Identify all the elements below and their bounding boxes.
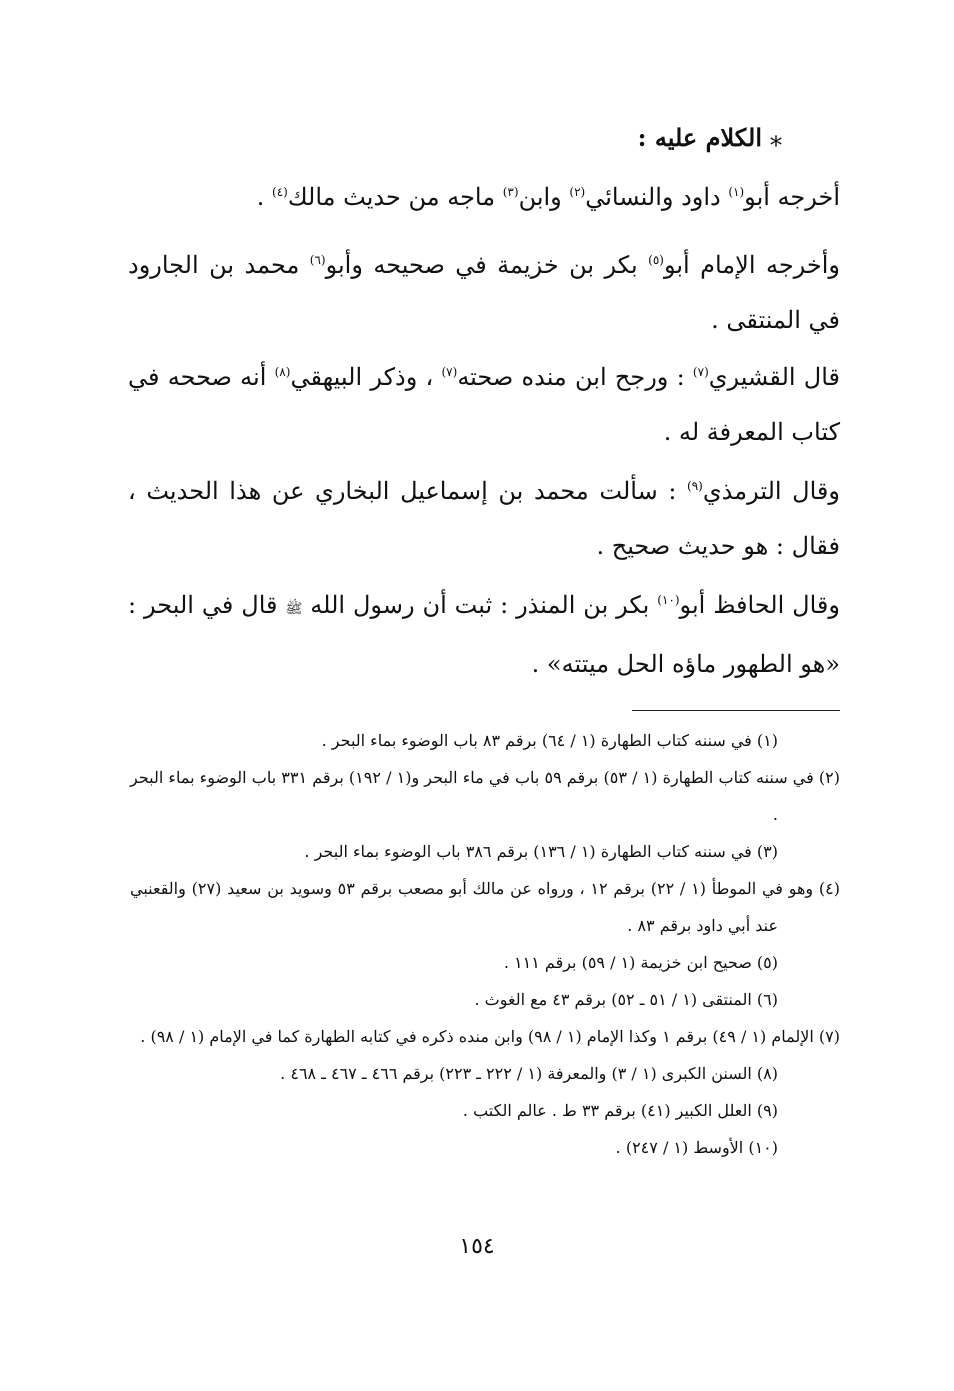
- text-segment: : سألت محمد بن إسماعيل البخاري عن هذا الحديث ، فقال : هو حديث صحيح .: [128, 477, 840, 560]
- text-segment: أنه صححه في كتاب المعرفة له .: [128, 363, 840, 446]
- footnote-3: (٣) في سننه كتاب الطهارة (١ / ١٣٦) برقم ٣٨٦ باب الوضوء بماء البحر .: [304, 842, 778, 861]
- salawat-glyph: ﷺ: [285, 601, 303, 617]
- footnote-ref-7[interactable]: (٧): [692, 365, 709, 379]
- footnote-separator: [632, 710, 840, 711]
- text-segment: قال في البحر : «هو الطهور ماؤه الحل ميتته» .: [128, 591, 840, 678]
- text-segment: وأخرجه الإمام أبو: [663, 251, 840, 279]
- footnote-ref-9[interactable]: (٩): [687, 479, 703, 493]
- paragraph-1: [128, 170, 840, 225]
- main-text: [128, 350, 840, 460]
- text-segment: ، وذكر البيهقي: [290, 363, 442, 391]
- paragraph-5: [128, 578, 840, 692]
- paragraph-4: [128, 464, 840, 574]
- footnote-ref-10[interactable]: (١٠): [657, 593, 680, 607]
- main-text: [128, 170, 840, 225]
- asterism-marker: ⁎: [770, 124, 782, 152]
- main-text: [128, 238, 840, 348]
- footnote-8: (٨) السنن الكبرى (١ / ٣) والمعرفة (١ / ٢٢٢ ـ ٢٢٣) برقم ٤٦٦ ـ ٤٦٧ ـ ٤٦٨ .: [280, 1064, 778, 1083]
- text-segment: قال القشيري: [708, 363, 841, 391]
- footnote-ref-7b[interactable]: (٧): [441, 365, 458, 379]
- footnote-4: (٤) وهو في الموطأ (١ / ٢٢) برقم ١٢ ، ورواه عن مالك أبو مصعب برقم ٥٣ وسويد بن سعيد (٢٧) والقعنبي عند أبي داود برقم ٨٣ .: [130, 879, 841, 935]
- footnote-6: (٦) المنتقى (١ / ٥١ ـ ٥٢) برقم ٤٣ مع الغوث .: [474, 990, 778, 1009]
- footnote-ref-8[interactable]: (٨): [274, 365, 291, 379]
- text-segment: : ورجح ابن منده صحته: [457, 363, 693, 391]
- footnotes: [130, 722, 840, 1166]
- main-text: [128, 578, 840, 692]
- text-segment: .: [256, 183, 272, 211]
- footnote-ref-4[interactable]: (٤): [272, 185, 288, 199]
- footnote-1: (١) في سننه كتاب الطهارة (١ / ٦٤) برقم ٨٣ باب الوضوء بماء البحر .: [321, 731, 778, 750]
- footnote-ref-3[interactable]: (٣): [502, 185, 519, 199]
- footnote-7: (٧) الإلمام (١ / ٤٩) برقم ١ وكذا الإمام (١ / ٩٨) وابن منده ذكره في كتابه الطهارة كما في الإمام (١ / ٩٨) .: [140, 1027, 840, 1046]
- footnote-5: (٥) صحيح ابن خزيمة (١ / ٥٩) برقم ١١١ .: [503, 953, 778, 972]
- footnote-2: (٢) في سننه كتاب الطهارة (١ / ٥٣) برقم ٥٩ باب في ماء البحر و(١ / ١٩٢) برقم ٣٣١ باب الوضوء بماء البحر .: [130, 768, 841, 824]
- text-segment: ماجه من حديث مالك: [287, 183, 503, 211]
- section-heading-text: الكلام عليه :: [637, 123, 762, 152]
- text-segment: محمد بن الجارود في المنتقى .: [128, 251, 840, 334]
- text-segment: بكر بن المنذر : ثبت أن رسول الله: [302, 591, 658, 619]
- text-segment: بكر بن خزيمة في صحيحه وأبو: [325, 251, 649, 279]
- page-number: ١٥٤: [459, 1234, 495, 1259]
- text-segment: أخرجه أبو: [744, 183, 840, 211]
- text-segment: داود والنسائي: [585, 183, 729, 211]
- paragraph-2: [128, 238, 840, 348]
- footnote-ref-2[interactable]: (٢): [569, 185, 586, 199]
- paragraph-3: [128, 350, 840, 460]
- footnote-9: (٩) العلل الكبير (٤١) برقم ٣٣ ط . عالم الكتب .: [462, 1101, 778, 1120]
- footnote-ref-5[interactable]: (٥): [648, 253, 664, 267]
- footnote-ref-6[interactable]: (٦): [309, 253, 326, 267]
- text-segment: وقال الترمذي: [702, 477, 840, 505]
- main-text: [128, 464, 840, 574]
- footnote-10: (١٠) الأوسط (١ / ٢٤٧) .: [615, 1138, 778, 1157]
- footnote-ref-1[interactable]: (١): [728, 185, 745, 199]
- text-segment: وقال الحافظ أبو: [679, 591, 840, 619]
- text-segment: وابن: [518, 183, 570, 211]
- section-heading: [638, 118, 782, 158]
